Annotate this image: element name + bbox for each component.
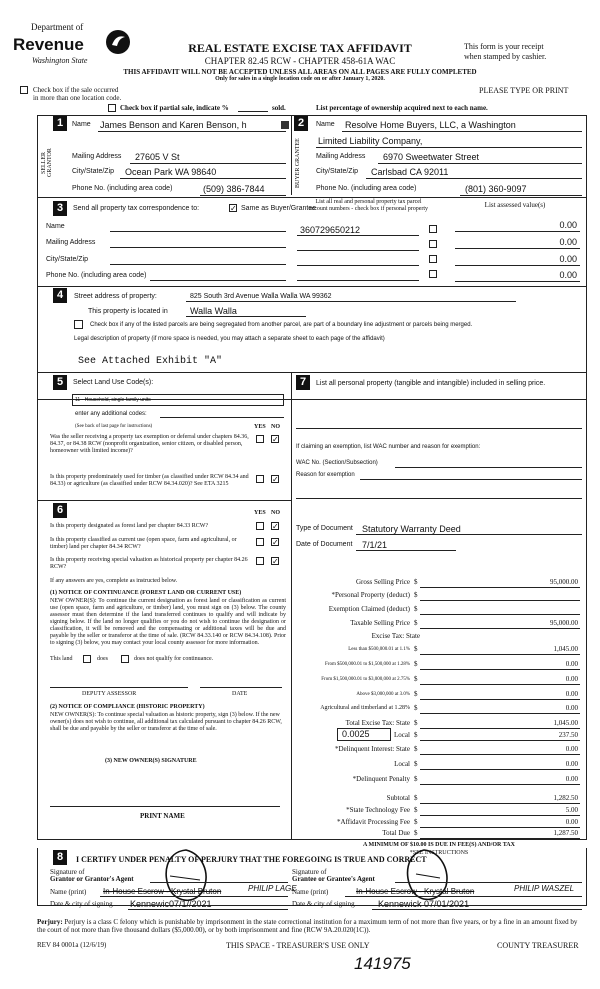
date-label: DATE <box>232 691 248 697</box>
sec3-phone-label: Phone No. (including area code) <box>46 272 147 279</box>
see-back-note: (See back of last page for instructions) <box>75 424 153 429</box>
calc-value[interactable]: 1,282.50 <box>553 794 578 802</box>
multiple-location-checkbox[interactable] <box>20 86 28 94</box>
sec6-question-1: Is this property designated as forest land per chapter 84.33 RCW? <box>50 523 209 529</box>
calc-value[interactable]: 1,045.00 <box>553 645 578 653</box>
local-rate-value[interactable]: 0.0025 <box>342 729 370 739</box>
calc-label: *State Technology Fee <box>346 806 410 814</box>
dor-logo-icon <box>104 28 132 56</box>
handwritten-number: 141975 <box>354 954 411 973</box>
minimum-due-note: A MINIMUM OF $10.00 IS DUE IN FEE(S) AND/OR TAX <box>363 842 515 848</box>
street-address-label: Street address of property: <box>74 293 157 300</box>
exemption-label: If claiming an exemption, list WAC number and reason for exemption: <box>296 444 481 450</box>
dollar-sign: $ <box>414 704 418 712</box>
dollar-sign: $ <box>414 719 418 727</box>
calc-label: Total Excise Tax: State <box>345 719 410 727</box>
grantor-sig-label-1: Signature of <box>50 868 85 876</box>
sec6-q2-no-checkbox[interactable]: ✓ <box>272 538 279 547</box>
calc-label: Agricultural and timberland at 1.28% <box>320 705 410 711</box>
sec6-q1-yes-checkbox[interactable] <box>256 522 264 530</box>
notice-2-body: NEW OWNER(S): To continue special valuation as historic property, sign (3) below. If the new owner(s) does not wish to continue, all additional tax calculated pursuant to chapter 84.26 RCW, shall be due and payable by the seller or transferor at the time of sale. <box>50 712 282 732</box>
notice-2-title: (2) NOTICE OF COMPLIANCE (HISTORIC PROPERTY) <box>50 704 205 710</box>
form-subtitle: CHAPTER 82.45 RCW - CHAPTER 458-61A WAC <box>204 56 396 66</box>
section-7-number: 7 <box>296 375 310 390</box>
type-or-print: PLEASE TYPE OR PRINT <box>479 86 569 95</box>
calc-label: Local <box>394 731 410 739</box>
land-use-value[interactable]: 11 - Household, single family units <box>75 397 151 403</box>
located-in-label: This property is located in <box>88 308 168 315</box>
assessed-value[interactable]: 0.00 <box>559 220 577 230</box>
land-use-label: Select Land Use Code(s): <box>73 379 154 386</box>
county-treasurer: COUNTY TREASURER <box>497 941 579 950</box>
date-city-left-value[interactable]: Kennewic07/1//2021 <box>130 899 212 909</box>
ownership-pct-label: List percentage of ownership acquired next to each name. <box>316 104 488 112</box>
section-6-number: 6 <box>53 503 67 518</box>
does-label: does <box>97 656 108 662</box>
new-owner-signature-label: (3) NEW OWNER(S) SIGNATURE <box>105 758 197 764</box>
calc-value[interactable]: 237.50 <box>558 731 578 739</box>
date-city-label-right: Date & city of signing <box>292 900 355 908</box>
sec6-no-header: NO <box>271 510 280 516</box>
calc-label: Gross Selling Price <box>355 578 410 586</box>
additional-codes-label: enter any additional codes: <box>75 411 147 417</box>
receipt-note-1: This form is your receipt <box>464 42 544 51</box>
calc-label: *Delinquent Interest: State <box>334 745 410 753</box>
sec5-q1-no-checkbox[interactable]: ✓ <box>272 435 279 444</box>
dollar-sign: $ <box>414 591 418 599</box>
calc-label: Taxable Selling Price <box>350 619 410 627</box>
any-yes-note: If any answers are yes, complete as instructed below. <box>50 578 178 584</box>
date-city-right-value[interactable]: Kennewick 07/01/2021 <box>378 899 470 909</box>
buyer-phone-label: Phone No. (including area code) <box>316 185 417 192</box>
buyer-mailing-label: Mailing Address <box>316 153 366 160</box>
legal-description-value[interactable]: See Attached Exhibit "A" <box>78 356 223 367</box>
seller-city-value[interactable]: Ocean Park WA 98640 <box>125 167 217 177</box>
calc-label: From $500,000.01 to $1,500,000 at 1.28% <box>325 662 410 667</box>
same-as-buyer-label: Same as Buyer/Grantee <box>241 205 317 212</box>
sec6-q3-no-checkbox[interactable]: ✓ <box>272 557 279 566</box>
sec6-q2-yes-checkbox[interactable] <box>256 538 264 546</box>
grantee-sig-label-2: Grantee or Grantee's Agent <box>292 875 375 883</box>
partial-sale-label: Check box if partial sale, indicate % <box>120 104 229 112</box>
date-city-label-left: Date & city of signing <box>50 900 113 908</box>
buyer-name-label: Name <box>316 121 335 128</box>
certify-statement: I CERTIFY UNDER PENALTY OF PERJURY THAT THE FOREGOING IS TRUE AND CORRECT <box>76 855 427 864</box>
deputy-assessor-label: DEPUTY ASSESSOR <box>82 691 137 697</box>
calc-label: Exemption Claimed (deduct) <box>328 605 410 613</box>
assessed-value[interactable]: 0.00 <box>559 270 577 280</box>
calc-value[interactable]: 0.00 <box>565 818 578 826</box>
buyer-city-value[interactable]: Carlsbad CA 92011 <box>371 167 449 177</box>
seller-mailing-label: Mailing Address <box>72 153 122 160</box>
this-land-label: This land <box>50 656 73 662</box>
assessed-value[interactable]: 0.00 <box>559 254 577 264</box>
calc-value[interactable]: 0.00 <box>565 675 578 683</box>
seller-name-label: Name <box>72 121 91 128</box>
reason-label: Reason for exemption <box>296 472 355 478</box>
calc-value[interactable]: 1,045.00 <box>553 719 578 727</box>
seller-side-label: SELLER GRANTOR <box>41 148 53 178</box>
section-4-number: 4 <box>53 288 67 303</box>
parcel-number[interactable]: 360729650212 <box>300 225 361 235</box>
dollar-sign: $ <box>414 578 418 586</box>
calc-value[interactable]: 0.00 <box>565 760 578 768</box>
same-as-buyer-checkbox[interactable]: ✓ <box>230 204 237 213</box>
sec5-no-header: NO <box>271 424 280 430</box>
buyer-city-label: City/State/Zip <box>316 168 359 175</box>
section-2-number: 2 <box>294 116 308 131</box>
dept-line3: Washington State <box>32 56 88 65</box>
sec3-city-label: City/State/Zip <box>46 256 89 263</box>
seller-city-label: City/State/Zip <box>72 168 115 175</box>
buyer-mailing-value[interactable]: 6970 Sweetwater Street <box>383 152 480 162</box>
dollar-sign: $ <box>414 619 418 627</box>
dollar-sign: $ <box>414 605 418 613</box>
does-not-qualify-checkbox[interactable] <box>121 655 129 663</box>
grantee-sig-label-1: Signature of <box>292 868 327 876</box>
calc-value[interactable]: 0.00 <box>565 704 578 712</box>
seller-mailing-value[interactable]: 27605 V St <box>135 152 180 162</box>
calc-value[interactable]: 0.00 <box>565 775 578 783</box>
dollar-sign: $ <box>414 794 418 802</box>
name-print-left-value[interactable]: In-House Escrow - Krystal Bruton <box>103 887 222 896</box>
send-correspondence-label: Send all property tax correspondence to: <box>73 205 200 212</box>
buyer-name-value-2[interactable]: Limited Liability Company, <box>318 136 423 146</box>
sec5-yes-header: YES <box>254 424 266 430</box>
treasurer-space: THIS SPACE - TREASURER'S USE ONLY <box>226 941 370 950</box>
form-title: REAL ESTATE EXCISE TAX AFFIDAVIT <box>188 41 412 55</box>
section-5-number: 5 <box>53 375 67 390</box>
personal-property-label: List all personal property (tangible and intangible) included in selling price. <box>316 380 546 387</box>
wac-label: WAC No. (Section/Subsection) <box>296 460 378 466</box>
name-print-label-left: Name (print) <box>50 888 87 896</box>
assessed-header: List assessed value(s) <box>484 201 546 209</box>
sec5-q1-yes-checkbox[interactable] <box>256 435 264 443</box>
dollar-sign: $ <box>414 645 418 653</box>
does-qualify-checkbox[interactable] <box>83 655 91 663</box>
seller-phone-value[interactable]: (509) 386-7844 <box>203 184 265 194</box>
buyer-name-value[interactable]: Resolve Home Buyers, LLC, a Washington <box>345 120 516 130</box>
section-8-number: 8 <box>53 850 67 865</box>
dollar-sign: $ <box>414 675 418 683</box>
partial-sale-checkbox[interactable] <box>108 104 116 112</box>
notice-1-body: NEW OWNER(S): To continue the current designation as forest land or classification as current use (open space, farm and agriculture, or timber) land, you must sign on (3) below. The county assessor must then determine if the land transferred continues to qualify and will indicate by signing below. If the land no longer qualifies or you do not wish to continue the designation or classification, it will be removed and the compensating or additional taxes will be due and payable by the seller or transferor at the time of sale. (RCW 84.33.140 or RCW 84.34.108). Prior to signing (3) below, you may contact your local county assessor for more information. <box>50 598 286 646</box>
form-only-for: Only for sales in a single location code on or after January 1, 2020. <box>215 76 385 82</box>
calc-value[interactable]: 95,000.00 <box>550 619 578 627</box>
personal-property-checkbox[interactable] <box>429 255 437 263</box>
receipt-note-2: when stamped by cashier. <box>464 52 547 61</box>
calc-value[interactable]: 95,000.00 <box>550 578 578 586</box>
parcel-header-2: account numbers - check box if personal property <box>308 206 429 212</box>
section-1-number: 1 <box>53 116 67 131</box>
form-warning: THIS AFFIDAVIT WILL NOT BE ACCEPTED UNLESS ALL AREAS ON ALL PAGES ARE FULLY COMPLETED <box>123 68 477 76</box>
does-not-label: does not qualify for continuance. <box>134 656 214 662</box>
segregated-checkbox[interactable] <box>74 320 83 329</box>
located-in-value[interactable]: Walla Walla <box>190 306 237 316</box>
perjury-block <box>37 918 587 934</box>
name-print-left-handwritten: PHILIP LAGE <box>248 884 297 893</box>
dollar-sign: $ <box>414 690 418 698</box>
sec5-q2-yes-checkbox[interactable] <box>256 475 264 483</box>
notice-1-title: (1) NOTICE OF CONTINUANCE (FOREST LAND OR CURRENT USE) <box>50 590 242 596</box>
calc-value[interactable]: 5.00 <box>565 806 578 814</box>
sec6-q3-yes-checkbox[interactable] <box>256 557 264 565</box>
calc-value[interactable]: 1,287.50 <box>553 829 578 837</box>
personal-property-checkbox[interactable] <box>429 225 437 233</box>
personal-property-checkbox[interactable] <box>429 270 437 278</box>
partial-sale-sold: sold. <box>272 104 286 112</box>
doc-date-label: Date of Document <box>296 541 353 548</box>
dollar-sign: $ <box>414 818 418 826</box>
calc-label: *Affidavit Processing Fee <box>337 818 410 826</box>
dollar-sign: $ <box>414 829 418 837</box>
see-instructions-note: *SEE INSTRUCTIONS <box>409 850 469 856</box>
calc-label: Local <box>394 760 410 768</box>
multiple-location-label-1: Check box if the sale occurred <box>33 86 119 94</box>
sec3-name-label: Name <box>46 223 65 230</box>
assessed-value[interactable]: 0.00 <box>559 237 577 247</box>
dollar-sign: $ <box>414 760 418 768</box>
dollar-sign: $ <box>414 660 418 668</box>
calc-label: Total Due <box>382 829 410 837</box>
sec5-question-2: Is this property predominately used for timber (as classified under RCW 84.34 and 84.33) or agriculture (as classified under RCW 84.34.020)? See ETA 3215 <box>50 474 249 487</box>
sec6-question-2: Is this property classified as current use (open space, farm and agricultural, or timber) land per chapter 84.34 RCW? <box>50 537 237 550</box>
sec6-q1-no-checkbox[interactable]: ✓ <box>272 522 279 531</box>
sec5-q2-no-checkbox[interactable]: ✓ <box>272 475 279 484</box>
form-number: REV 84 0001a (12/6/19) <box>37 941 107 949</box>
calc-label: *Personal Property (deduct) <box>331 591 410 599</box>
dollar-sign: $ <box>414 731 418 739</box>
legal-description-label: Legal description of property (if more space is needed, you may attach a separate sheet to each page of the affidavit) <box>74 336 385 342</box>
name-print-label-right: Name (print) <box>292 888 329 896</box>
sec6-question-3: Is this property receiving special valuation as historical property per chapter 84.26 RCW? <box>50 557 248 570</box>
calc-value[interactable]: 0.00 <box>565 745 578 753</box>
doc-type-label: Type of Document <box>296 525 353 532</box>
street-address-value[interactable]: 825 South 3rd Avenue Walla Walla WA 99362 <box>190 293 332 300</box>
calc-label: Above $3,000,000 at 3.0% <box>356 692 410 697</box>
dept-line2: Revenue <box>13 35 84 54</box>
dollar-sign: $ <box>414 806 418 814</box>
name-print-right-value[interactable]: In-House Escrow - Krystal Bruton <box>356 887 475 896</box>
calc-value[interactable]: 0.00 <box>565 660 578 668</box>
segregated-label: Check box if any of the listed parcels are being segregated from another parcel, are part of a boundary line adjustment or parcels being merged. <box>90 322 473 328</box>
grantor-sig-label-2: Grantor or Grantor's Agent <box>50 875 134 883</box>
doc-date-value[interactable]: 7/1/21 <box>362 540 388 550</box>
calc-label: Excise Tax: State <box>371 632 420 640</box>
calc-label: From $1,500,000.01 to $3,000,000 at 2.75% <box>321 677 410 682</box>
doc-type-value[interactable]: Statutory Warranty Deed <box>362 524 461 534</box>
sec5-question-1: Was the seller receiving a property tax exemption or deferral under chapters 84.36, 84.37, or 84.38 RCW (nonprofit organization, senior citizen, or disabled person, homeowner with limited income)? <box>50 434 249 454</box>
section-3-number: 3 <box>53 201 67 216</box>
sec3-mailing-label: Mailing Address <box>46 239 96 246</box>
name-print-right-handwritten: PHILIP WASZEL <box>514 884 575 893</box>
seller-name-value[interactable]: James Benson and Karen Benson, h <box>100 120 247 130</box>
dollar-sign: $ <box>414 745 418 753</box>
perjury-text: Perjury is a class C felony which is punishable by imprisonment in the state correctional institution for a maximum term of not more than five years, or by a fine in an amount fixed by the court of not more than five thousand dollars ($5,000.00), or by both imprisonment and fine (RCW 9A.20.020(1C)). <box>37 918 578 934</box>
seller-phone-label: Phone No. (including area code) <box>72 185 173 192</box>
print-name-label: PRINT NAME <box>140 812 185 820</box>
personal-property-checkbox[interactable] <box>429 240 437 248</box>
calc-value[interactable]: 0.00 <box>565 690 578 698</box>
calc-label: *Delinquent Penalty <box>352 775 410 783</box>
calc-label: Subtotal <box>386 794 410 802</box>
multiple-location-label-2: in more than one location code. <box>33 94 122 102</box>
buyer-side-label: BUYER GRANTEE <box>295 138 301 188</box>
parcel-header-1: List all real and personal property tax parcel <box>315 199 422 205</box>
dollar-sign: $ <box>414 775 418 783</box>
perjury-title: Perjury: <box>37 918 63 926</box>
dept-line1: Department of <box>31 22 84 32</box>
sec6-yes-header: YES <box>254 510 266 516</box>
buyer-phone-value[interactable]: (801) 360-9097 <box>465 184 527 194</box>
calc-label: Less than $500,000.01 at 1.1% <box>348 647 410 652</box>
seller-name-overflow-icon <box>281 121 289 129</box>
